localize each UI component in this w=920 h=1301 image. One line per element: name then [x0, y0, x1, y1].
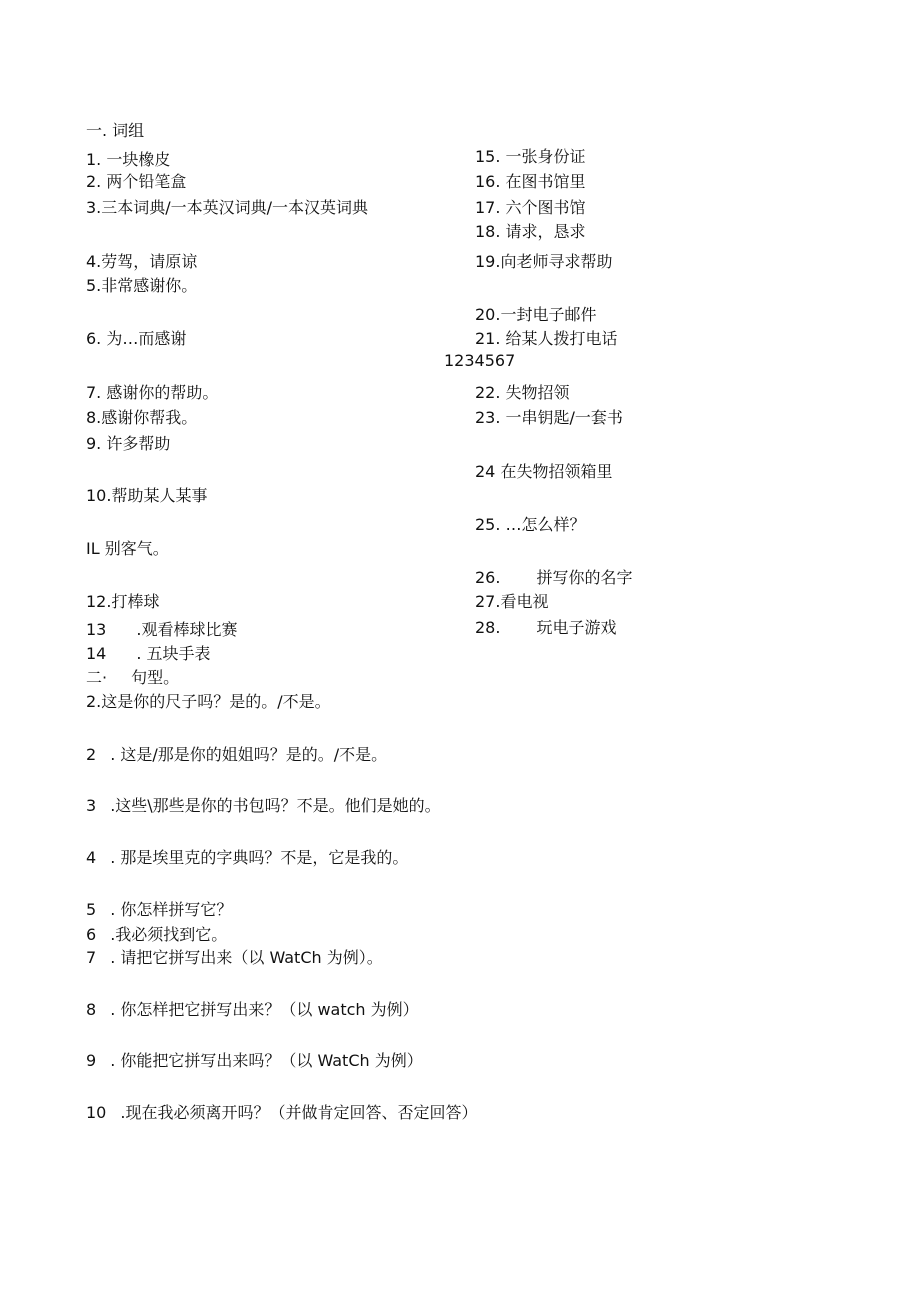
phrase-item: 2. 两个铅笔盒	[86, 172, 187, 191]
phrase-item	[86, 620, 237, 640]
item-number: 8	[86, 1000, 97, 1019]
phrase-item: 25. …怎么样？	[475, 515, 586, 534]
item-text: 玩电子游戏	[536, 618, 617, 637]
phrase-item	[475, 618, 616, 638]
phrase-item: 12.打棒球	[86, 592, 160, 611]
item-text: . 你怎样拼写它？	[110, 900, 233, 919]
item-number: 5	[86, 900, 97, 919]
sentence-item	[86, 1051, 423, 1071]
phrase-item: 24 在失物招领箱里	[475, 462, 613, 481]
phrase-item: 23. 一串钥匙/一套书	[475, 408, 623, 427]
heading-text: 句型。	[131, 668, 180, 687]
section2-heading	[86, 668, 179, 688]
item-number: 13	[86, 620, 107, 639]
sentence-item	[86, 925, 227, 945]
item-number: 14	[86, 644, 107, 663]
item-text: 拼写你的名字	[536, 568, 633, 587]
sentence-item	[86, 1000, 419, 1020]
item-text: .这些\那些是你的书包吗？不是。他们是她的。	[110, 796, 441, 815]
item-text: . 请把它拼写出来（以 WatCh 为例）。	[110, 948, 383, 967]
phrase-item: 5.非常感谢你。	[86, 276, 198, 295]
item-text: . 那是埃里克的字典吗？不是，它是我的。	[110, 848, 409, 867]
heading-number: 二·	[86, 668, 108, 687]
item-number: 9	[86, 1051, 97, 1070]
sentence-item	[86, 900, 232, 920]
phrase-item: 10.帮助某人某事	[86, 486, 208, 505]
phrase-item: 19.向老师寻求帮助	[475, 252, 613, 271]
phrase-item	[475, 568, 632, 588]
phrase-item: 20.一封电子邮件	[475, 305, 597, 324]
phrase-item: 1. 一块橡皮	[86, 150, 171, 169]
item-number: 4	[86, 848, 97, 867]
phrase-item: 9. 许多帮助	[86, 434, 171, 453]
item-number: 7	[86, 948, 97, 967]
phrase-item: 7. 感谢你的帮助。	[86, 383, 219, 402]
item-text: .观看棒球比赛	[136, 620, 238, 639]
item-text: . 这是/那是你的姐姐吗？是的。/不是。	[110, 745, 388, 764]
item-number: 28.	[475, 618, 501, 637]
sentence-item	[86, 948, 383, 968]
phrase-item: 15. 一张身份证	[475, 147, 586, 166]
phrase-item	[86, 644, 211, 664]
item-number: 26.	[475, 568, 501, 587]
stray-number-text: 1234567	[444, 352, 516, 368]
phrase-item: IL 别客气。	[86, 539, 169, 558]
phrase-item: 18. 请求，恳求	[475, 222, 586, 241]
item-text: . 你怎样把它拼写出来？（以 watch 为例）	[110, 1000, 419, 1019]
item-text: .现在我必须离开吗？（并做肯定回答、否定回答）	[120, 1103, 478, 1122]
phrase-item: 4.劳驾，请原谅	[86, 252, 198, 271]
item-text: . 五块手表	[136, 644, 211, 663]
phrase-item: 3.三本词典/一本英汉词典/一本汉英词典	[86, 198, 369, 217]
phrase-item: 21. 给某人拨打电话	[475, 329, 618, 348]
phrase-item: 17. 六个图书馆	[475, 198, 586, 217]
phrase-item: 6. 为…而感谢	[86, 329, 187, 348]
item-text: . 你能把它拼写出来吗？（以 WatCh 为例）	[110, 1051, 423, 1070]
sentence-item	[86, 848, 408, 868]
phrase-item: 27.看电视	[475, 592, 549, 611]
item-number: 3	[86, 796, 97, 815]
section1-heading: 一. 词组	[86, 121, 145, 140]
phrase-item: 22. 失物招领	[475, 383, 570, 402]
item-number: 2	[86, 745, 97, 764]
item-number: 6	[86, 925, 97, 944]
sentence-item	[86, 796, 441, 816]
sentence-item: 2.这是你的尺子吗？是的。/不是。	[86, 692, 331, 711]
sentence-item	[86, 1103, 477, 1123]
item-text: .我必须找到它。	[110, 925, 228, 944]
phrase-item: 8.感谢你帮我。	[86, 408, 198, 427]
phrase-item: 16. 在图书馆里	[475, 172, 586, 191]
item-number: 10	[86, 1103, 107, 1122]
sentence-item	[86, 745, 387, 765]
